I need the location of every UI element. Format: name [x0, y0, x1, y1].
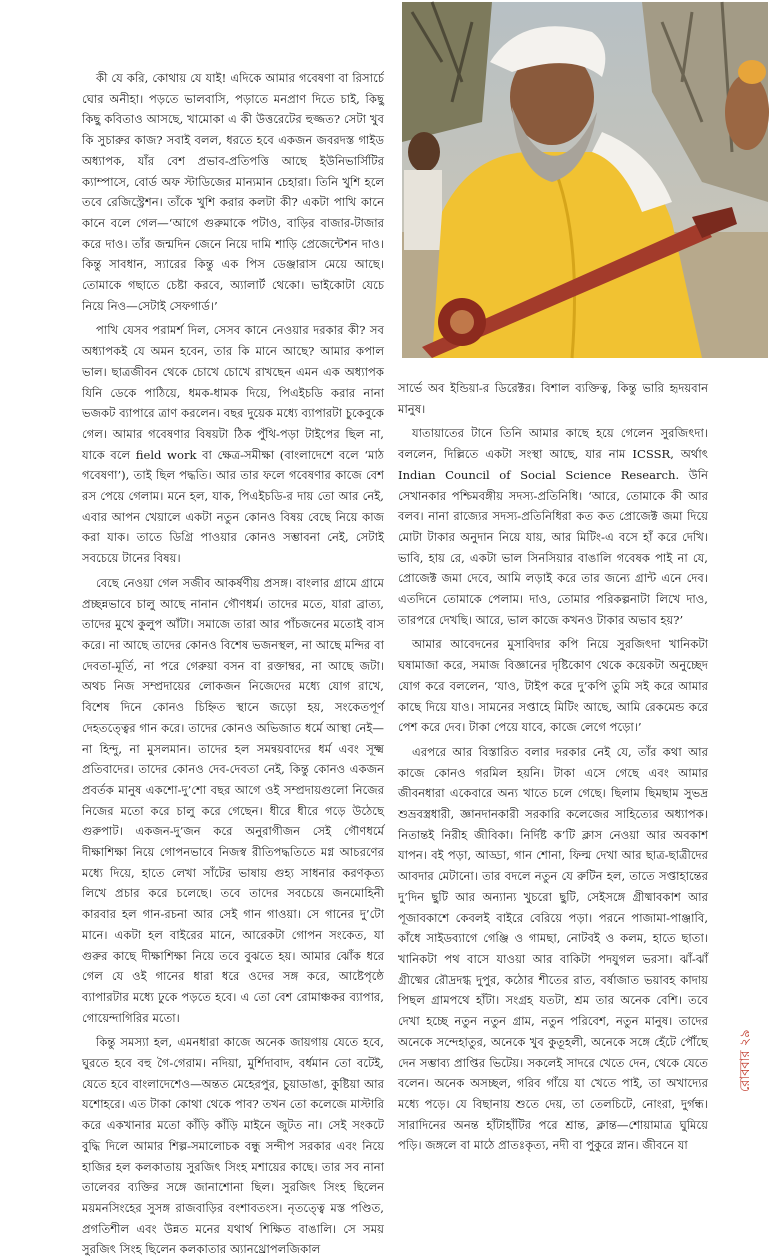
paragraph: কিন্তু সমস্যা হল, এমনধারা কাজে অনেক জায়গায় যেতে হবে, ঘুরতে হবে বহু গৈ-গেরাম। নদিয়া, মুর্শিদাবাদ, বর্ধমান তো বটেই, যেতে হবে বাংলাদেশেও—অন্তত মেহেরপুর, চুয়াডাঙা, কুষ্টিয়া আর যশোহরে। এত টাকা কোথা থেকে পাব? তখন তো কলেজে মাস্টারি করে একখানার মতো কাঁড়ি কাঁড়ি মাইনে জুটত না। সেই সংকটে বুদ্ধি দিলে আমার শিল্প-সমালোচক বন্ধু সন্দীপ সরকার এবং নিয়ে হাজির হল কলকাতায় সুরজিৎ সিংহ মশায়ের কাছে। তার সব নানা তালেবর ব্যক্তির সঙ্গে জানাশোনা ছিল। সুরজিৎ সিংহ ছিলেন ময়মনসিংহের সুসঙ্গ রাজবাড়ির বংশাবতংস। নৃতত্ত্বে মস্ত পণ্ডিত, প্রগতিশীল এবং উন্নত মনের যথার্থ শিক্ষিত বাঙালি। সে সময় সুরজিৎ সিংহ ছিলেন কলকাতার অ্যানথ্রোপলজিকাল	[82, 1035, 384, 1257]
footer-page-label: রোববার ২৯	[738, 1029, 753, 1092]
baul-singer-photo	[402, 2, 768, 358]
paragraph: যাতায়াতের টানে তিনি আমার কাছে হয়ে গেলেন সুরজিৎদা। বললেন, দিল্লিতে একটা সংস্থা আছে, যার নাম ICSSR, অর্থাৎ Indian Council of Social Science Research. উনি সেখানকার পশ্চিমবঙ্গীয় সদস্য-প্রতিনিধি। ‘আরে, তোমাকে কী আর বলব। নানা রাজ্যের সদস্য-প্রতিনিধিরা কত কত প্রোজেক্ট জমা দিয়ে মোটা টাকার অনুদান নিয়ে যায়, আর মিটিং-এ বসে হাঁ করে দেখি। ভাবি, হায় রে, একটা ভাল সিনসিয়ার বাঙালি গবেষক পাই না যে, প্রোজেক্ট জমা দেবে, আমি লড়াই করে তার জন্যে গ্রান্ট এনে দেব। এতদিনে তোমাকে পেলাম। দাও, তোমার পরিকল্পনাটা লিখে দাও, তারপরে দেখছি। আরে, ভাল কাজে কখনও টাকার অভাব হয়?’	[398, 426, 708, 627]
paragraph: কী যে করি, কোথায় যে যাই! এদিকে আমার গবেষণা বা রিসার্চে ঘোর অনীহা। পড়তে ভালবাসি, পড়াতে মনপ্রাণ দিতে চাই, কিছু কিছু কবিতাও আসছে, খামোকা এ কী উত্তরেটের হুজ্জত? সেটা খুব কি সুচারুর কাজ? সবাই বলল, ধরতে হবে একজন জবরদস্ত গাইড অধ্যাপক, যাঁর বেশ প্রভাব-প্রতিপত্তি আছে ইউনিভার্সিটির ক্যাম্পাসে, বোর্ড অফ স্টাডিজের মান্যমান চেহারা। তিনি খুশি হলে তবে রেজিস্ট্রেশন। তাঁকে খুশি করার কলটা কী? একটা পাখি কানে কানে বলে গেল—‘আগে গুরুমাকে পটাও, বাড়ির বাজার-টাজার করে দাও। তাঁর জন্মদিন জেনে নিয়ে দামি শাড়ি প্রেজেন্টেশন দাও। কিন্তু সাবধান, স্যারের কিন্তু এক পিস ডেঞ্জারাস মেয়ে আছে। তোমাকে গছাতে চেষ্টা করবে, অ্যালার্ট থেকো। ভাইকোটা যেচে নিয়ে নিও—সেটাই সেফগার্ড।’	[82, 71, 384, 313]
page-footer	[736, 1012, 753, 1092]
paragraph: বেছে নেওয়া গেল সজীব আকর্ষণীয় প্রসঙ্গ। বাংলার গ্রামে গ্রামে প্রচ্ছন্নভাবে চালু আছে নানান গৌণধর্ম। তাদের মতে, যারা ব্রাত্য, তাদের মুখে কুলুপ আঁটা। সমাজে তারা আর পাঁচজনের মতোই বাস করে। না আছে তাদের কোনও বিশেষ ভজনস্থল, না আছে মন্দির বা দেবতা-মূর্তি, না পরে গেরুয়া বসন বা রক্তাম্বর, না আছে জটা। অথচ নিজ সম্প্রদায়ের লোকজন নিজেদের মধ্যে যোগ রাখে, বিশেষ দিনে কোনও চিহ্নিত স্থানে জড়ো হয়, সংকেতপূর্ণ দেহতত্ত্বের গান করে। তাদের কোনও অভিজাত ধর্মে আস্থা নেই—না হিন্দু, না মুসলমান। তাদের হল সমন্বয়বাদের ধর্ম এবং সূক্ষ্ম প্রতিবাদের। তাদের কোনও দেব-দেবতা নেই, কিন্তু কোনও একজন প্রবর্তক মানুষ একশো-দু’শো বছর আগে ওই সম্প্রদায়গুলো নিজের নিজের মতো করে চালু করে গেছেন। ধীরে ধীরে গড়ে উঠেছে গুরুপাট। একজন-দু’জন করে অনুরাগীজন সেই গৌণধর্মে দীক্ষাশিক্ষা নিয়ে গোপনভাবে নিজস্ব রীতিপদ্ধতিতে মগ্ন আচরণের মধ্যে দিয়ে, হাতে লেখা সাঁটের ভাষায় গুহ্য সাধনার করণকৃত্য লিখে প্রচার করে চলেছে। তবে তাদের সবচেয়ে জনমোহিনী কারবার হল গান-রচনা আর সেই গান গাওয়া। সে গানের দু’টো মানে। একটা হল বাইরের মানে, আরেকটা গোপন সংকেত, যা গুরুর কাছে দীক্ষাশিক্ষা নিয়ে তবে বুঝতে হয়। আমার ঝোঁক ধরে গেল যে ওই গানের ধারা ধরে ওদের সঙ্গ করে, আষ্টেপৃষ্ঠে ব্যাপারটার মধ্যে ঢুকে পড়তে হবে। এ তো বেশ রোমাঞ্চকর ব্যাপার, গোয়েন্দাগিরির মতো।	[82, 575, 384, 1025]
paragraph: এরপরে আর বিস্তারিত বলার দরকার নেই যে, তাঁর কথা আর কাজে কোনও গরমিল হয়নি। টাকা এসে গেছে এবং আমার জীবনধারা একেবারে অন্য খাতে চলে গেছে। ছিলাম ছিমছাম সুভদ্র শুভ্রবস্ত্রধারী, জ্ঞানদানকারী সরকারি কলেজের সাহিত্যের অধ্যাপক। নিতান্তই নিরীহ জীবিকা। নির্দিষ্ট ক’টি ক্লাস নেওয়া আর অবকাশ যাপন। বই পড়া, আড্ডা, গান শোনা, ফিল্ম দেখা আর ছাত্র-ছাত্রীদের আবদার মেটানো। তার বদলে নতুন যে রুটিন হল, তাতে সপ্তাহান্তের দু’দিন ছুটি আর অন্যান্য খুচরো ছুটি, সেইসঙ্গে গ্রীষ্মাবকাশ আর পূজাবকাশে কেবলই বাইরে বেরিয়ে পড়া। পরনে পাজামা-পাঞ্জাবি, কাঁধে সাইডব্যাগে গেঞ্জি ও গামছা, নোটবই ও কলম, হাতে ছাতা। খানিকটা পথ বাসে যাওয়া আর বাকিটা পদযুগল ভরসা। ঝাঁ-ঝাঁ গ্রীষ্মের রৌদ্রদগ্ধ দুপুর, কঠোর শীতের রাত, বর্ষাজাত ভয়াবহ কাদায় পিছল গ্রামপথে হাঁটা। সংগ্রহ যতটা, শ্রম তার অনেক বেশি। তবে দেখা হচ্ছে নতুন নতুন গ্রাম, নতুন পরিবেশ, নতুন মানুষ। তাদের অনেকে সন্দেহাতুর, অনেকে খুব কুতূহলী, অনেকে সঙ্গে হেঁটে পৌঁছে দেন সম্ভাব্য প্রাপ্তির ভিটেয়। সকলেই সাদরে খেতে দেন, থেকে যেতে বলেন। অনেক অসচ্ছল, গরিব গাঁয়ে যা খেতে পাই, তা অখাদ্যের মধ্যে পড়ে। যে বিছানায় শুতে দেয়, তা তেলচিটে, নোংরা, দুর্গন্ধ। সারাদিনের অনন্ত হাঁটাহাঁটির পরে শ্রান্ত, ক্লান্ত—শোয়ামাত্র ঘুমিয়ে পড়ি। জঙ্গলে বা মাঠে প্রাতঃকৃত্য, নদী বা পুকুরে স্নান। জীবনে যা	[398, 744, 708, 1153]
paragraph: পাখি যেসব পরামর্শ দিল, সেসব কানে নেওয়ার দরকার কী? সব অধ্যাপকই যে অমন হবেন, তার কি মানে আছে? আমার কপাল ভাল। ছাত্রজীবন থেকে চোখে চোখে রাখছেন এমন এক অধ্যাপক যিনি ডেকে পাঠিয়ে, ধমক-ধামক দিয়ে, পিএইচডি করার নানা ভজকট ব্যাপারে ত্রাণ করলেন। বছর দুয়েক মধ্যে ব্যাপারটা চুকেবুকে গেল। আমার গবেষণার বিষয়টা ঠিক পুঁথি-পড়া টাইপের ছিল না, যাকে বলে field work বা ক্ষেত্র-সমীক্ষা (বাংলাদেশে বলে ‘মাঠ গবেষণা’), তাই ছিল পদ্ধতি। আর তার ফলে গবেষণার কাজে বেশ রস পেয়ে গেলাম। মনে হল, যাক, পিএইচডি-র দায় তো আর নেই, এবার আপন খেয়ালে একটা নতুন কোনও বিষয় বেছে নিয়ে কাজ করা যাক। তাতে ডিগ্রি পাওয়ার কোনও সম্ভাবনা নেই, সেটাই সবচেয়ে টানের বিষয়।	[82, 323, 384, 566]
photo-illustration	[402, 2, 768, 358]
article-column-left	[82, 68, 384, 1257]
paragraph: সার্ভে অব ইন্ডিয়া-র ডিরেক্টর। বিশাল ব্যক্তিত্ব, কিন্তু ভারি হৃদয়বান মানুষ।	[398, 381, 708, 416]
article-column-right	[398, 378, 708, 1153]
paragraph: আমার আবেদনের মুসাবিদার কপি নিয়ে সুরজিৎদা খানিকটা ঘষামাজা করে, সমাজ বিজ্ঞানের দৃষ্টিকোণ থেকে কয়েকটা অনুচ্ছেদ যোগ করে বললেন, ‘যাও, টাইপ করে দু’কপি তুমি সই করে আমার কাছে দিয়ে যাও। সামনের সপ্তাহে মিটিং আছে, আমি রেকমেন্ড করে পেশ করে দেব। টাকা পেয়ে যাবে, কাজে লেগে পড়ো।’	[398, 637, 708, 735]
